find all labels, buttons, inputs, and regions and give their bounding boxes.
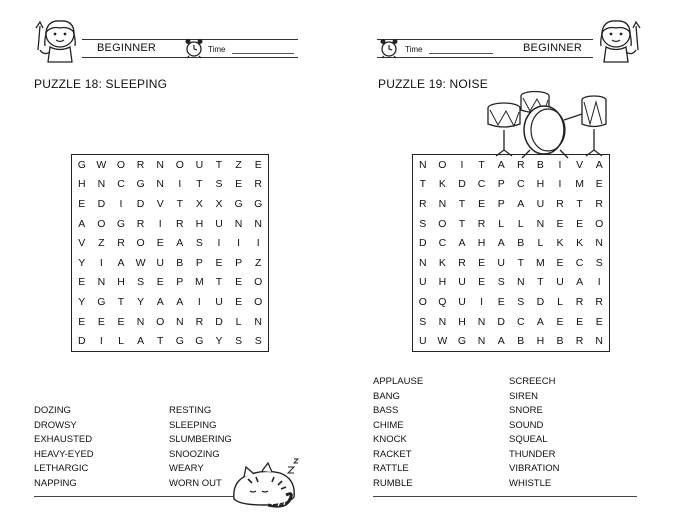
grid-letter[interactable]: H (536, 178, 545, 191)
grid-letter[interactable]: O (254, 295, 263, 308)
grid-letter[interactable]: X (215, 197, 223, 210)
grid-letter[interactable]: C (477, 178, 486, 191)
grid-letter[interactable]: M (195, 276, 204, 289)
time-entry-line[interactable] (429, 53, 493, 54)
grid-letter[interactable]: O (438, 217, 447, 230)
grid-letter[interactable]: D (458, 178, 466, 191)
grid-letter[interactable]: E (478, 276, 486, 289)
grid-letter[interactable]: U (195, 158, 204, 171)
grid-letter[interactable]: M (575, 178, 584, 191)
word-list-item: SLUMBERING (169, 434, 232, 445)
word-list-item: RESTING (169, 405, 212, 416)
word-search-grid (71, 154, 269, 352)
word-list-item: WEARY (169, 463, 204, 474)
grid-letter[interactable]: R (575, 335, 584, 348)
grid-letter[interactable]: D (497, 315, 505, 328)
grid-letter[interactable]: M (536, 256, 545, 269)
grid-letter[interactable]: U (497, 256, 505, 269)
grid-letter[interactable]: Y (137, 295, 145, 308)
grid-letter[interactable]: E (478, 197, 486, 210)
grid-letter[interactable]: E (497, 295, 505, 308)
grid-letter[interactable]: Z (254, 256, 262, 269)
grid-letter[interactable]: E (78, 315, 86, 328)
grid-letter[interactable]: A (137, 335, 145, 348)
grid-letter[interactable]: S (497, 276, 505, 289)
grid-letter[interactable]: G (175, 335, 184, 348)
grid-letter[interactable]: I (558, 178, 562, 191)
grid-letter[interactable]: N (477, 335, 486, 348)
grid-letter[interactable]: T (458, 197, 466, 210)
grid-letter[interactable]: T (458, 217, 466, 230)
grid-letter[interactable]: R (136, 217, 145, 230)
word-list-item: HEAVY-EYED (34, 448, 94, 460)
time-entry-line[interactable] (232, 53, 294, 54)
grid-letter[interactable]: B (517, 335, 525, 348)
word-list-item: SNOOZING (169, 448, 220, 460)
grid-letter[interactable]: L (537, 237, 544, 250)
word-list-item: SQUEAL (509, 434, 548, 445)
grid-letter[interactable]: R (419, 197, 427, 210)
word-list-item: THUNDER (509, 448, 556, 460)
grid-letter[interactable]: S (517, 295, 525, 308)
grid-letter[interactable]: A (497, 158, 505, 171)
grid-letter[interactable]: P (497, 197, 505, 210)
grid-letter[interactable]: T (215, 276, 223, 289)
grid-letter[interactable]: A (497, 335, 505, 348)
grid-letter[interactable]: I (99, 335, 103, 348)
grid-letter[interactable]: R (556, 197, 564, 210)
grid-letter[interactable]: R (117, 237, 125, 250)
grid-letter[interactable]: T (517, 256, 524, 269)
grid-letter[interactable]: G (136, 178, 145, 191)
grid-letter[interactable]: L (235, 315, 242, 328)
grid-letter[interactable]: N (254, 217, 262, 230)
grid-letter[interactable]: T (478, 158, 485, 171)
grid-letter[interactable]: N (517, 276, 525, 289)
grid-letter[interactable]: K (438, 178, 446, 191)
grid-letter[interactable]: I (178, 178, 182, 191)
grid-letter[interactable]: N (97, 178, 106, 191)
grid-letter[interactable]: R (575, 295, 584, 308)
grid-letter[interactable]: E (556, 315, 564, 328)
grid-letter[interactable]: N (419, 256, 427, 269)
grid-letter[interactable]: T (156, 335, 164, 348)
grid-letter[interactable]: L (118, 335, 124, 348)
word-list-item: RUMBLE (373, 477, 413, 489)
grid-letter[interactable]: B (536, 158, 544, 171)
sleeping-cat-icon (228, 455, 300, 510)
word-list-item: CHIME (373, 419, 404, 431)
grid-letter[interactable]: A (576, 276, 584, 289)
grid-letter[interactable]: O (595, 217, 604, 230)
grid-letter[interactable]: T (196, 178, 203, 191)
grid-letter[interactable]: U (419, 276, 427, 289)
grid-letter[interactable]: B (517, 237, 525, 250)
grid-letter[interactable]: K (556, 237, 564, 250)
grid-letter[interactable]: I (460, 158, 464, 171)
grid-letter[interactable]: C (517, 178, 525, 191)
grid-letter[interactable]: H (438, 276, 447, 289)
time-label: Time (208, 45, 226, 54)
grid-letter[interactable]: E (235, 276, 243, 289)
grid-letter[interactable]: E (254, 158, 262, 171)
bottom-rule (34, 496, 234, 497)
grid-letter[interactable]: A (176, 295, 184, 308)
grid-letter[interactable]: E (235, 178, 243, 191)
grid-letter[interactable]: I (480, 295, 484, 308)
drum-kit-icon (482, 90, 614, 160)
grid-letter[interactable]: E (556, 217, 564, 230)
grid-letter[interactable]: B (176, 256, 184, 269)
grid-letter[interactable]: E (478, 256, 486, 269)
grid-letter[interactable]: N (438, 315, 447, 328)
word-list-item: SIREN (509, 390, 539, 402)
girl-character-icon (588, 16, 648, 66)
level-label: BEGINNER (97, 42, 157, 54)
grid-letter[interactable]: V (156, 197, 164, 210)
grid-letter[interactable]: A (497, 237, 505, 250)
grid-letter[interactable]: Y (215, 335, 223, 348)
grid-letter[interactable]: R (477, 217, 486, 230)
grid-letter[interactable]: G (234, 197, 243, 210)
word-list-item: VIBRATION (509, 463, 560, 474)
word-list-item: WORN OUT (169, 477, 222, 489)
word-list-column-2 (509, 375, 560, 491)
grid-letter[interactable]: S (195, 237, 203, 250)
word-list-item: DOZING (34, 405, 71, 416)
grid-letter[interactable]: K (438, 256, 446, 269)
grid-letter[interactable]: L (557, 295, 563, 308)
grid-letter[interactable]: E (235, 295, 243, 308)
grid-letter[interactable]: T (537, 276, 544, 289)
grid-letter[interactable]: U (536, 197, 545, 210)
alarm-clock-icon (378, 37, 400, 59)
grid-letter[interactable]: Q (438, 295, 447, 308)
grid-letter[interactable]: A (117, 256, 125, 269)
word-list-item: SCREECH (509, 376, 556, 387)
grid-letter[interactable]: U (215, 217, 223, 230)
grid-letter[interactable]: N (477, 315, 486, 328)
girl-character-icon (30, 16, 90, 66)
grid-letter[interactable]: R (595, 295, 603, 308)
grid-letter[interactable]: S (235, 335, 243, 348)
grid-letter[interactable]: U (156, 256, 164, 269)
grid-letter[interactable]: I (256, 237, 260, 250)
grid-letter[interactable]: D (97, 197, 106, 210)
grid-letter[interactable]: G (77, 158, 86, 171)
grid-letter[interactable]: O (418, 295, 427, 308)
grid-letter[interactable]: V (576, 158, 584, 171)
grid-letter[interactable]: O (116, 158, 126, 171)
grid-letter[interactable]: P (497, 178, 505, 191)
grid-letter[interactable]: D (215, 315, 223, 328)
word-list-item: SNORE (509, 405, 543, 416)
word-list-item: APPLAUSE (373, 376, 424, 387)
grid-letter[interactable]: E (595, 178, 603, 191)
grid-letter[interactable]: I (237, 237, 241, 250)
level-label: BEGINNER (523, 42, 583, 54)
grid-letter[interactable]: D (136, 197, 145, 210)
grid-letter[interactable]: P (195, 256, 203, 269)
word-search-grid (412, 154, 610, 352)
grid-letter[interactable]: T (117, 295, 125, 308)
grid-letter[interactable]: S (137, 276, 145, 289)
grid-letter[interactable]: N (595, 237, 603, 250)
grid-letter[interactable]: U (458, 295, 466, 308)
word-list-column-1 (373, 375, 423, 491)
grid-letter[interactable]: A (458, 237, 466, 250)
grid-letter[interactable]: I (158, 217, 162, 230)
grid-letter[interactable]: H (536, 335, 545, 348)
grid-letter[interactable]: N (176, 315, 184, 328)
grid-letter[interactable]: O (156, 315, 165, 328)
grid-letter[interactable]: G (195, 335, 204, 348)
grid-letter[interactable]: C (575, 256, 584, 269)
grid-letter[interactable]: O (438, 158, 447, 171)
grid-letter[interactable]: A (517, 197, 525, 210)
grid-letter[interactable]: R (176, 217, 184, 230)
grid-letter[interactable]: Z (235, 158, 242, 171)
grid-letter[interactable]: E (156, 276, 164, 289)
word-list-item: KNOCK (373, 434, 407, 445)
grid-letter[interactable]: C (517, 315, 525, 328)
grid-letter[interactable]: G (97, 295, 106, 308)
grid-letter[interactable]: T (176, 197, 183, 210)
grid-letter[interactable]: E (97, 315, 105, 328)
grid-letter[interactable]: I (597, 276, 601, 289)
grid-letter[interactable]: N (156, 158, 164, 171)
grid-letter[interactable]: D (536, 295, 545, 308)
puzzle-title: PUZZLE 19: NOISE (378, 77, 488, 91)
grid-letter[interactable]: E (78, 197, 86, 210)
grid-letter[interactable]: S (215, 178, 223, 191)
grid-letter[interactable]: E (215, 256, 223, 269)
grid-letter[interactable]: G (457, 335, 467, 348)
grid-letter[interactable]: E (576, 217, 584, 230)
grid-letter[interactable]: T (215, 158, 223, 171)
grid-letter[interactable]: R (254, 178, 262, 191)
grid-letter[interactable]: C (117, 178, 125, 191)
grid-letter[interactable]: S (595, 256, 603, 269)
grid-letter[interactable]: I (119, 197, 123, 210)
grid-letter[interactable]: I (197, 295, 201, 308)
grid-letter[interactable]: S (419, 315, 427, 328)
grid-letter[interactable]: D (78, 335, 86, 348)
grid-letter[interactable]: E (117, 315, 125, 328)
grid-letter[interactable]: C (438, 237, 447, 250)
word-list-item: EXHAUSTED (34, 434, 93, 445)
grid-letter[interactable]: E (78, 276, 86, 289)
grid-letter[interactable]: N (595, 335, 603, 348)
bottom-rule (373, 496, 637, 497)
grid-letter[interactable]: N (254, 315, 262, 328)
grid-letter[interactable]: I (217, 237, 221, 250)
grid-letter[interactable]: B (556, 335, 564, 348)
puzzle-title: PUZZLE 18: SLEEPING (34, 77, 168, 91)
grid-letter[interactable]: S (419, 217, 427, 230)
grid-letter[interactable]: R (195, 315, 204, 328)
grid-letter[interactable]: N (536, 217, 545, 230)
grid-letter[interactable]: R (136, 158, 145, 171)
grid-letter[interactable]: H (458, 315, 466, 328)
grid-letter[interactable]: V (78, 237, 86, 250)
grid-letter[interactable]: P (176, 276, 184, 289)
word-list-item: RATTLE (373, 463, 409, 474)
grid-letter[interactable]: O (97, 217, 106, 230)
grid-letter[interactable]: O (254, 276, 263, 289)
grid-letter[interactable]: E (595, 315, 603, 328)
grid-letter[interactable]: N (419, 158, 427, 171)
grid-letter[interactable]: P (235, 256, 243, 269)
grid-letter[interactable]: T (419, 178, 426, 191)
grid-letter[interactable]: R (458, 256, 466, 269)
grid-letter[interactable]: U (458, 276, 466, 289)
word-list-item: SLEEPING (169, 419, 217, 431)
grid-letter[interactable]: R (595, 197, 603, 210)
grid-letter[interactable]: W (135, 256, 146, 269)
grid-letter[interactable]: N (438, 197, 447, 210)
grid-letter[interactable]: H (477, 237, 486, 250)
word-list-item: DROWSY (34, 419, 77, 431)
grid-letter[interactable]: Y (78, 256, 86, 269)
grid-letter[interactable]: D (419, 237, 427, 250)
grid-letter[interactable]: Y (78, 295, 86, 308)
word-list-item: BANG (373, 390, 400, 402)
word-list-item: SOUND (509, 419, 544, 431)
grid-letter[interactable]: H (195, 217, 204, 230)
grid-letter[interactable]: W (437, 335, 448, 348)
grid-letter[interactable]: X (195, 197, 203, 210)
grid-letter[interactable]: U (215, 295, 223, 308)
word-list-item: NAPPING (34, 477, 77, 489)
grid-letter[interactable]: N (234, 217, 243, 230)
grid-letter[interactable]: G (254, 197, 263, 210)
word-list-column-1 (34, 404, 94, 491)
alarm-clock-icon (183, 37, 205, 59)
grid-letter[interactable]: A (78, 217, 86, 230)
grid-letter[interactable]: E (156, 237, 164, 250)
word-list-column-2 (169, 404, 232, 491)
grid-letter[interactable]: N (156, 178, 164, 191)
grid-letter[interactable]: K (576, 237, 584, 250)
grid-letter[interactable]: E (556, 256, 564, 269)
grid-letter[interactable]: L (498, 217, 505, 230)
grid-letter[interactable]: H (78, 178, 86, 191)
word-list-item: WHISTLE (509, 477, 552, 489)
grid-letter[interactable]: R (517, 158, 525, 171)
grid-letter[interactable]: W (96, 158, 107, 171)
grid-letter[interactable]: S (254, 335, 262, 348)
grid-letter[interactable]: G (116, 217, 126, 230)
time-label: Time (405, 45, 423, 54)
grid-letter[interactable]: N (97, 276, 106, 289)
grid-letter[interactable]: N (136, 315, 145, 328)
grid-letter[interactable]: A (536, 315, 544, 328)
grid-letter[interactable]: Z (98, 237, 105, 250)
grid-letter[interactable]: H (117, 276, 125, 289)
grid-letter[interactable]: O (136, 237, 145, 250)
word-list-item: RACKET (373, 448, 412, 460)
grid-letter[interactable]: U (556, 276, 564, 289)
grid-letter[interactable]: A (156, 295, 164, 308)
word-list-item: LETHARGIC (34, 463, 89, 474)
grid-letter[interactable]: L (517, 217, 524, 230)
grid-letter[interactable]: I (558, 158, 562, 171)
grid-letter[interactable]: T (576, 197, 583, 210)
grid-letter[interactable]: O (175, 158, 184, 171)
grid-letter[interactable]: I (99, 256, 103, 269)
grid-letter[interactable]: E (576, 315, 584, 328)
grid-letter[interactable]: A (595, 158, 603, 171)
grid-letter[interactable]: A (176, 237, 184, 250)
word-list-item: BASS (373, 405, 399, 416)
grid-letter[interactable]: U (419, 335, 427, 348)
